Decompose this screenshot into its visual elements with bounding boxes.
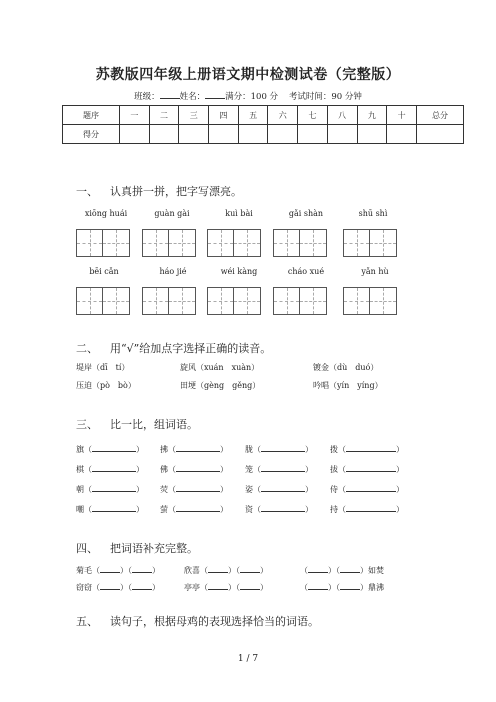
section-number: 三、 — [76, 418, 98, 431]
answer-blank[interactable] — [176, 502, 220, 512]
table-cell: 总分 — [417, 106, 464, 125]
word-row: 侍（ ） — [330, 482, 404, 495]
idiom-row: 窃窃（ ）（ ） — [76, 580, 160, 593]
pinyin: guàn gài — [154, 209, 190, 218]
idiom-part: 窃窃 — [76, 583, 92, 592]
table-cell: 三 — [179, 106, 209, 125]
section-number: 五、 — [76, 615, 98, 628]
writing-grid[interactable] — [142, 229, 196, 257]
score-cell[interactable] — [268, 125, 298, 144]
name-label: 姓名： — [179, 92, 206, 102]
answer-blank[interactable] — [92, 482, 136, 492]
score-cell[interactable] — [387, 125, 417, 144]
reading-option[interactable]: 吟唱（yín yíng） — [313, 381, 383, 390]
section-title: 认真拼一拼，把字写漂亮。 — [110, 185, 242, 198]
page-number: 1 / 7 — [237, 654, 259, 664]
time-label: 考试时间：90 分钟 — [288, 92, 362, 102]
section-number: 一、 — [76, 185, 98, 198]
character: 笼 — [245, 465, 253, 474]
word-row: 胧（ ） — [245, 442, 313, 455]
score-cell[interactable] — [179, 125, 209, 144]
section-title: 用“√”给加点字选择正确的读音。 — [110, 342, 272, 355]
answer-blank[interactable] — [261, 442, 305, 452]
table-cell: 九 — [357, 106, 387, 125]
word-row: 嘲（ ） — [76, 502, 144, 515]
character: 拔 — [330, 465, 338, 474]
word-row: 荧（ ） — [160, 482, 228, 495]
character: 持 — [330, 505, 338, 514]
character: 拂 — [160, 445, 168, 454]
answer-blank[interactable] — [261, 502, 305, 512]
table-cell: 题序 — [63, 106, 120, 125]
idiom-row: 亭亭（ ）（ ） — [184, 580, 268, 593]
writing-grid[interactable] — [142, 287, 196, 315]
table-cell: 一 — [120, 106, 150, 125]
character: 佛 — [160, 465, 168, 474]
reading-option[interactable]: 田埂（gèng gěng） — [180, 381, 261, 390]
section-number: 二、 — [76, 342, 98, 355]
pinyin: shū shì — [358, 209, 388, 218]
section5-heading — [76, 613, 319, 629]
idiom-part: 如焚 — [368, 566, 384, 575]
character: 侍 — [330, 485, 338, 494]
table-cell: 得分 — [63, 125, 120, 144]
score-label: 满分：100 分 — [225, 92, 279, 102]
answer-blank[interactable] — [261, 482, 305, 492]
pinyin: háo jié — [159, 267, 187, 276]
writing-grid[interactable] — [343, 229, 397, 257]
score-table-score-row — [63, 125, 464, 144]
idiom-row: （ ）（ ）如焚 — [300, 563, 384, 576]
word-row: 萤（ ） — [160, 502, 228, 515]
idiom-part: 鼎沸 — [368, 583, 384, 592]
answer-blank[interactable] — [208, 563, 228, 573]
answer-blank[interactable] — [176, 442, 220, 452]
table-cell: 五 — [238, 106, 268, 125]
character: 朝 — [76, 485, 84, 494]
writing-grid[interactable] — [76, 229, 130, 257]
answer-blank[interactable] — [100, 563, 120, 573]
score-cell[interactable] — [417, 125, 464, 144]
section1-heading — [76, 183, 242, 199]
character: 资 — [245, 505, 253, 514]
pinyin: yǎn hù — [361, 267, 389, 276]
word-row: 笼（ ） — [245, 462, 313, 475]
score-cell[interactable] — [209, 125, 239, 144]
pinyin: wéi kàng — [220, 267, 258, 276]
word-row: 棋（ ） — [76, 462, 144, 475]
answer-blank[interactable] — [132, 563, 152, 573]
writing-grid[interactable] — [207, 229, 261, 257]
character: 拨 — [330, 445, 338, 454]
section4-heading — [76, 540, 198, 556]
answer-blank[interactable] — [346, 462, 396, 472]
answer-blank[interactable] — [176, 482, 220, 492]
reading-option[interactable]: 镀金（dù duó） — [313, 363, 379, 372]
score-table-header-row — [63, 106, 464, 125]
answer-blank[interactable] — [92, 462, 136, 472]
pinyin: kuì bài — [225, 209, 253, 218]
idiom-row: （ ）（ ）鼎沸 — [300, 580, 384, 593]
score-cell[interactable] — [357, 125, 387, 144]
reading-option[interactable]: 堤岸（dī tí） — [76, 363, 130, 372]
word-row: 拔（ ） — [330, 462, 404, 475]
table-cell: 七 — [298, 106, 328, 125]
table-cell: 六 — [268, 106, 298, 125]
score-table — [62, 105, 464, 144]
character: 棋 — [76, 465, 84, 474]
word-row: 拂（ ） — [160, 442, 228, 455]
word-row: 资（ ） — [245, 502, 313, 515]
score-cell[interactable] — [298, 125, 328, 144]
score-cell[interactable] — [327, 125, 357, 144]
pinyin: xiōng huái — [84, 209, 128, 218]
exam-info — [0, 90, 496, 102]
idiom-row: 菊毛（ ）（ ） — [76, 563, 160, 576]
section-title: 读句子，根据母鸡的表现选择恰当的词语。 — [110, 615, 319, 628]
section-number: 四、 — [76, 542, 98, 555]
score-cell[interactable] — [120, 125, 150, 144]
answer-blank[interactable] — [346, 482, 396, 492]
table-cell: 四 — [209, 106, 239, 125]
answer-blank[interactable] — [346, 502, 396, 512]
class-label: 班级： — [134, 92, 160, 102]
reading-option[interactable]: 压迫（pò bò） — [76, 381, 136, 390]
character: 姿 — [245, 485, 253, 494]
idiom-part: 亭亭 — [184, 583, 200, 592]
table-cell: 十 — [387, 106, 417, 125]
word-row: 姿（ ） — [245, 482, 313, 495]
answer-blank[interactable] — [308, 563, 328, 573]
score-cell[interactable] — [238, 125, 268, 144]
writing-grid[interactable] — [343, 287, 397, 315]
section-title: 比一比，组词语。 — [110, 418, 198, 431]
answer-blank[interactable] — [308, 580, 328, 590]
answer-blank[interactable] — [132, 580, 152, 590]
idiom-part: 欣喜 — [184, 566, 200, 575]
name-blank[interactable] — [205, 90, 225, 99]
character: 荧 — [160, 485, 168, 494]
answer-blank[interactable] — [208, 580, 228, 590]
answer-blank[interactable] — [261, 462, 305, 472]
answer-blank[interactable] — [176, 462, 220, 472]
character: 胧 — [245, 445, 253, 454]
word-row: 持（ ） — [330, 502, 404, 515]
character: 萤 — [160, 505, 168, 514]
word-row: 朝（ ） — [76, 482, 144, 495]
table-cell: 二 — [149, 106, 179, 125]
answer-blank[interactable] — [346, 442, 396, 452]
page-title: 苏教版四年级上册语文期中检测试卷（完整版） — [95, 67, 401, 83]
word-row: 旗（ ） — [76, 442, 144, 455]
section2-heading — [76, 340, 271, 356]
writing-grid[interactable] — [207, 287, 261, 315]
writing-grid[interactable] — [76, 287, 130, 315]
pinyin: gǎi shàn — [288, 209, 324, 218]
section-title: 把词语补充完整。 — [110, 542, 198, 555]
answer-blank[interactable] — [240, 563, 260, 573]
answer-blank[interactable] — [340, 580, 360, 590]
character: 旗 — [76, 445, 84, 454]
idiom-row: 欣喜（ ）（ ） — [184, 563, 268, 576]
character: 嘲 — [76, 505, 84, 514]
answer-blank[interactable] — [240, 580, 260, 590]
writing-grid[interactable] — [273, 229, 327, 257]
writing-grid[interactable] — [273, 287, 327, 315]
reading-option[interactable]: 旋风（xuán xuàn） — [180, 363, 260, 372]
answer-blank[interactable] — [100, 580, 120, 590]
table-cell: 八 — [327, 106, 357, 125]
score-cell[interactable] — [149, 125, 179, 144]
word-row: 佛（ ） — [160, 462, 228, 475]
answer-blank[interactable] — [340, 563, 360, 573]
answer-blank[interactable] — [92, 502, 136, 512]
idiom-part: 菊毛 — [76, 566, 92, 575]
answer-blank[interactable] — [92, 442, 136, 452]
pinyin: cháo xué — [287, 267, 325, 276]
pinyin: bēi cǎn — [89, 267, 119, 276]
class-blank[interactable] — [160, 90, 180, 99]
section3-heading — [76, 416, 198, 432]
word-row: 拨（ ） — [330, 442, 404, 455]
